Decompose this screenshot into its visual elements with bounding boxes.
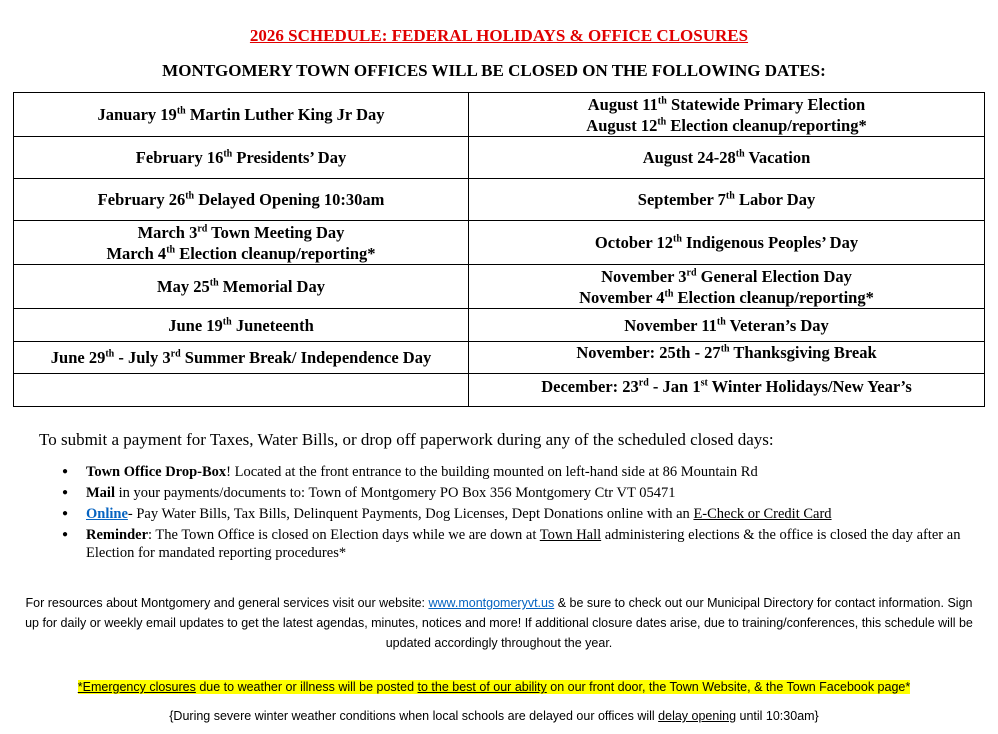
table-row	[14, 309, 985, 342]
page-subtitle: MONTGOMERY TOWN OFFICES WILL BE CLOSED ON THE FOLLOWING DATES:	[162, 61, 826, 80]
closure-cell: December: 23rd - Jan 1st Winter Holidays/New Year’s	[469, 374, 985, 407]
closure-schedule-table	[13, 92, 985, 407]
empty-cell	[14, 374, 469, 407]
closure-cell: May 25th Memorial Day	[14, 265, 469, 309]
list-item: ● Online- Pay Water Bills, Tax Bills, Delinquent Payments, Dog Licenses, Dept Donations online with an E-Check or Credit Card	[62, 505, 982, 523]
closure-cell: February 16th Presidents’ Day	[14, 137, 469, 179]
page-title: 2026 SCHEDULE: FEDERAL HOLIDAYS & OFFICE CLOSURES	[249, 26, 749, 45]
table-row	[14, 342, 985, 374]
website-link[interactable]: www.montgomeryvt.us	[428, 596, 555, 610]
table-row	[14, 179, 985, 221]
list-item: ● Mail in your payments/documents to: Town of Montgomery PO Box 356 Montgomery Ctr VT 05471	[62, 484, 982, 502]
closure-cell: November: 25th - 27th Thanksgiving Break	[469, 342, 985, 374]
closure-cell: March 3rd Town Meeting Day March 4th Election cleanup/reporting*	[14, 221, 469, 265]
table-row	[14, 93, 985, 137]
closure-cell: January 19th Martin Luther King Jr Day	[14, 93, 469, 137]
table-row	[14, 374, 985, 407]
closure-cell: February 26th Delayed Opening 10:30am	[14, 179, 469, 221]
winter-weather-note: {During severe winter weather conditions when local schools are delayed our offices will delay opening until 10:30am}	[169, 709, 819, 723]
closure-cell: November 3rd General Election Day November 4th Election cleanup/reporting*	[469, 265, 985, 309]
town-hall-text: Town Hall	[539, 527, 602, 543]
table-row	[14, 137, 985, 179]
echeck-credit-card-text: E-Check or Credit Card	[693, 506, 832, 522]
list-item: ● Reminder: The Town Office is closed on Election days while we are down at Town Hall administering elections & the office is closed the day after an Election for mandated reporting procedures*	[62, 526, 982, 562]
closure-cell: August 11th Statewide Primary Election August 12th Election cleanup/reporting*	[469, 93, 985, 137]
emergency-notice: *Emergency closures due to weather or illness will be posted to the best of our ability on our front door, the Town Website, & the Town Facebook page*	[77, 680, 911, 694]
payment-intro: To submit a payment for Taxes, Water Bills, or drop off paperwork during any of the scheduled closed days:	[39, 430, 774, 449]
table-row	[14, 265, 985, 309]
closure-cell: November 11th Veteran’s Day	[469, 309, 985, 342]
table-row	[14, 221, 985, 265]
resources-paragraph: For resources about Montgomery and general services visit our website: www.montgomeryvt.us & be sure to check out our Municipal Directory for contact information. Sign up for daily or weekly email updates to get the latest agendas, minutes, notices and more! If additional closure dates arise, due to training/conferences, this schedule will be updated accordingly throughout the year.	[25, 596, 973, 650]
closure-cell: October 12th Indigenous Peoples’ Day	[469, 221, 985, 265]
payment-options-list	[62, 463, 982, 565]
online-payment-link[interactable]: Online	[86, 506, 128, 522]
closure-cell: June 29th - July 3rd Summer Break/ Independence Day	[14, 342, 469, 374]
closure-cell: September 7th Labor Day	[469, 179, 985, 221]
closure-cell: June 19th Juneteenth	[14, 309, 469, 342]
list-item: ● Town Office Drop-Box! Located at the front entrance to the building mounted on left-hand side at 86 Mountain Rd	[62, 463, 982, 481]
closure-cell: August 24-28th Vacation	[469, 137, 985, 179]
